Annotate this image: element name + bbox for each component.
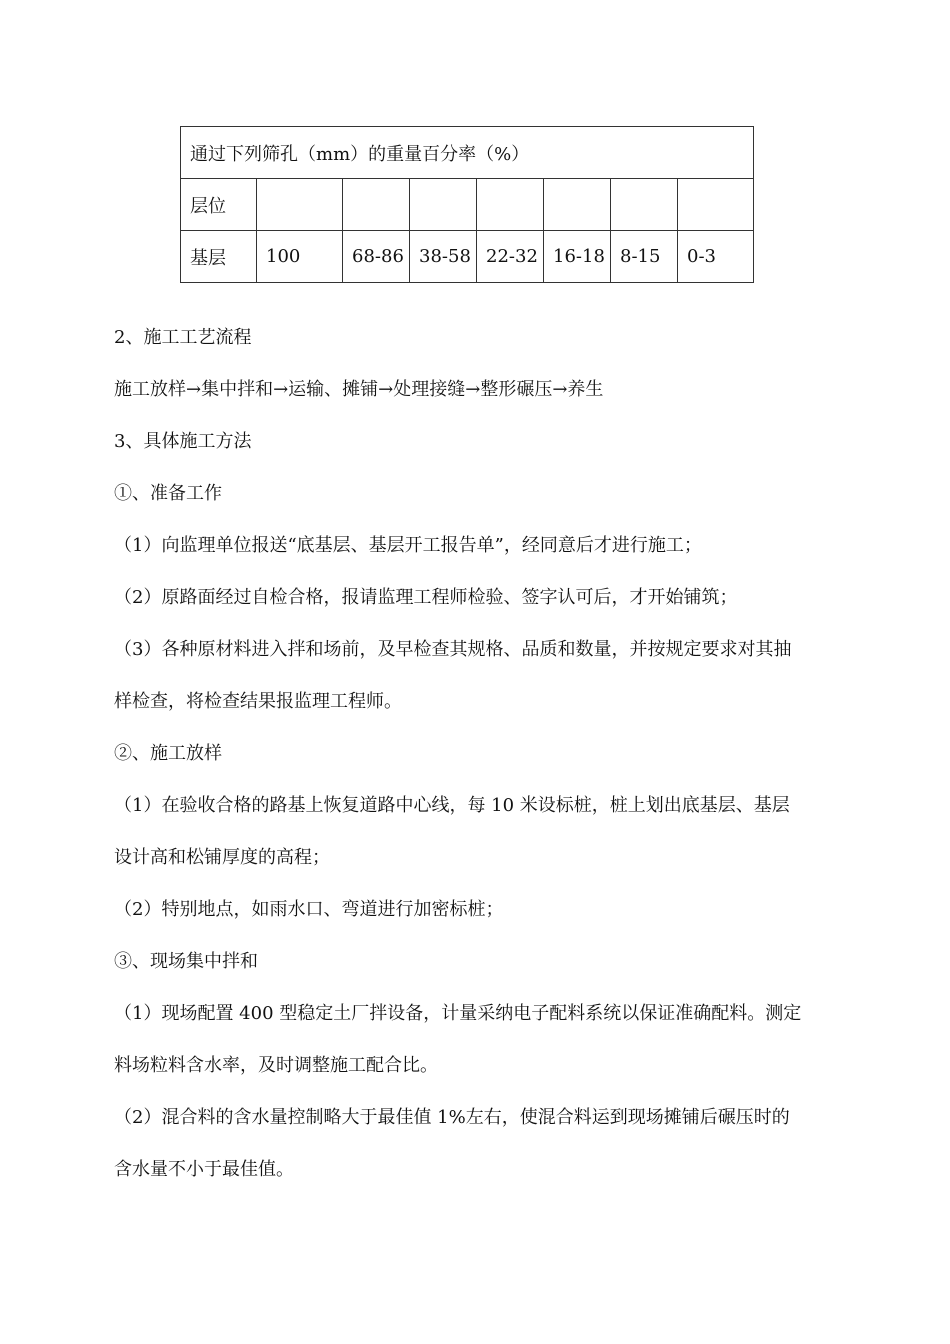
table-cell xyxy=(544,179,611,231)
table-cell: 100 xyxy=(257,231,343,283)
section-heading-process: 2、施工工艺流程 xyxy=(114,327,252,348)
table-cell: 22-32 xyxy=(477,231,544,283)
table-cell xyxy=(611,179,678,231)
table-cell xyxy=(257,179,343,231)
table-row-layer xyxy=(181,179,754,231)
paragraph-line: （3）各种原材料进入拌和场前，及早检查其规格、品质和数量，并按规定要求对其抽 xyxy=(114,639,792,660)
table-cell: 68-86 xyxy=(343,231,410,283)
row-label-base: 基层 xyxy=(181,231,257,283)
table-cell: 0-3 xyxy=(678,231,754,283)
paragraph-line: 样检查，将检查结果报监理工程师。 xyxy=(114,691,402,712)
paragraph-line: （2）特别地点，如雨水口、弯道进行加密标桩； xyxy=(114,899,504,920)
paragraph-line: 设计高和松铺厚度的高程； xyxy=(114,847,330,868)
paragraph-line: 含水量不小于最佳值。 xyxy=(114,1159,294,1180)
paragraph-line: （1）向监理单位报送“底基层、基层开工报告单”，经同意后才进行施工； xyxy=(114,535,702,556)
table-cell xyxy=(343,179,410,231)
table-cell: 38-58 xyxy=(410,231,477,283)
table-cell xyxy=(477,179,544,231)
subheading-preparation: ①、准备工作 xyxy=(114,483,222,504)
subheading-layout: ②、施工放样 xyxy=(114,743,222,764)
table-cell: 8-15 xyxy=(611,231,678,283)
table-title: 通过下列筛孔（mm）的重量百分率（%） xyxy=(181,127,754,179)
paragraph-line: （2）混合料的含水量控制略大于最佳值 1%左右，使混合料运到现场摊铺后碾压时的 xyxy=(114,1107,790,1128)
table-cell xyxy=(678,179,754,231)
paragraph-line: 料场粒料含水率，及时调整施工配合比。 xyxy=(114,1055,438,1076)
table-row-base xyxy=(181,231,754,283)
table-title-row xyxy=(181,127,754,179)
table-cell: 16-18 xyxy=(544,231,611,283)
section-heading-method: 3、具体施工方法 xyxy=(114,431,252,452)
paragraph-line: （2）原路面经过自检合格，报请监理工程师检验、签字认可后，才开始铺筑； xyxy=(114,587,738,608)
paragraph-line: （1）在验收合格的路基上恢复道路中心线，每 10 米设标桩，桩上划出底基层、基层 xyxy=(114,795,790,816)
paragraph-line: （1）现场配置 400 型稳定土厂拌设备，计量采纳电子配料系统以保证准确配料。测定 xyxy=(114,1003,802,1024)
subheading-mixing: ③、现场集中拌和 xyxy=(114,951,258,972)
row-label-layer: 层位 xyxy=(181,179,257,231)
table-cell xyxy=(410,179,477,231)
gradation-table xyxy=(180,126,754,283)
process-flow-text: 施工放样→集中拌和→运输、摊铺→处理接缝→整形碾压→养生 xyxy=(114,379,604,400)
